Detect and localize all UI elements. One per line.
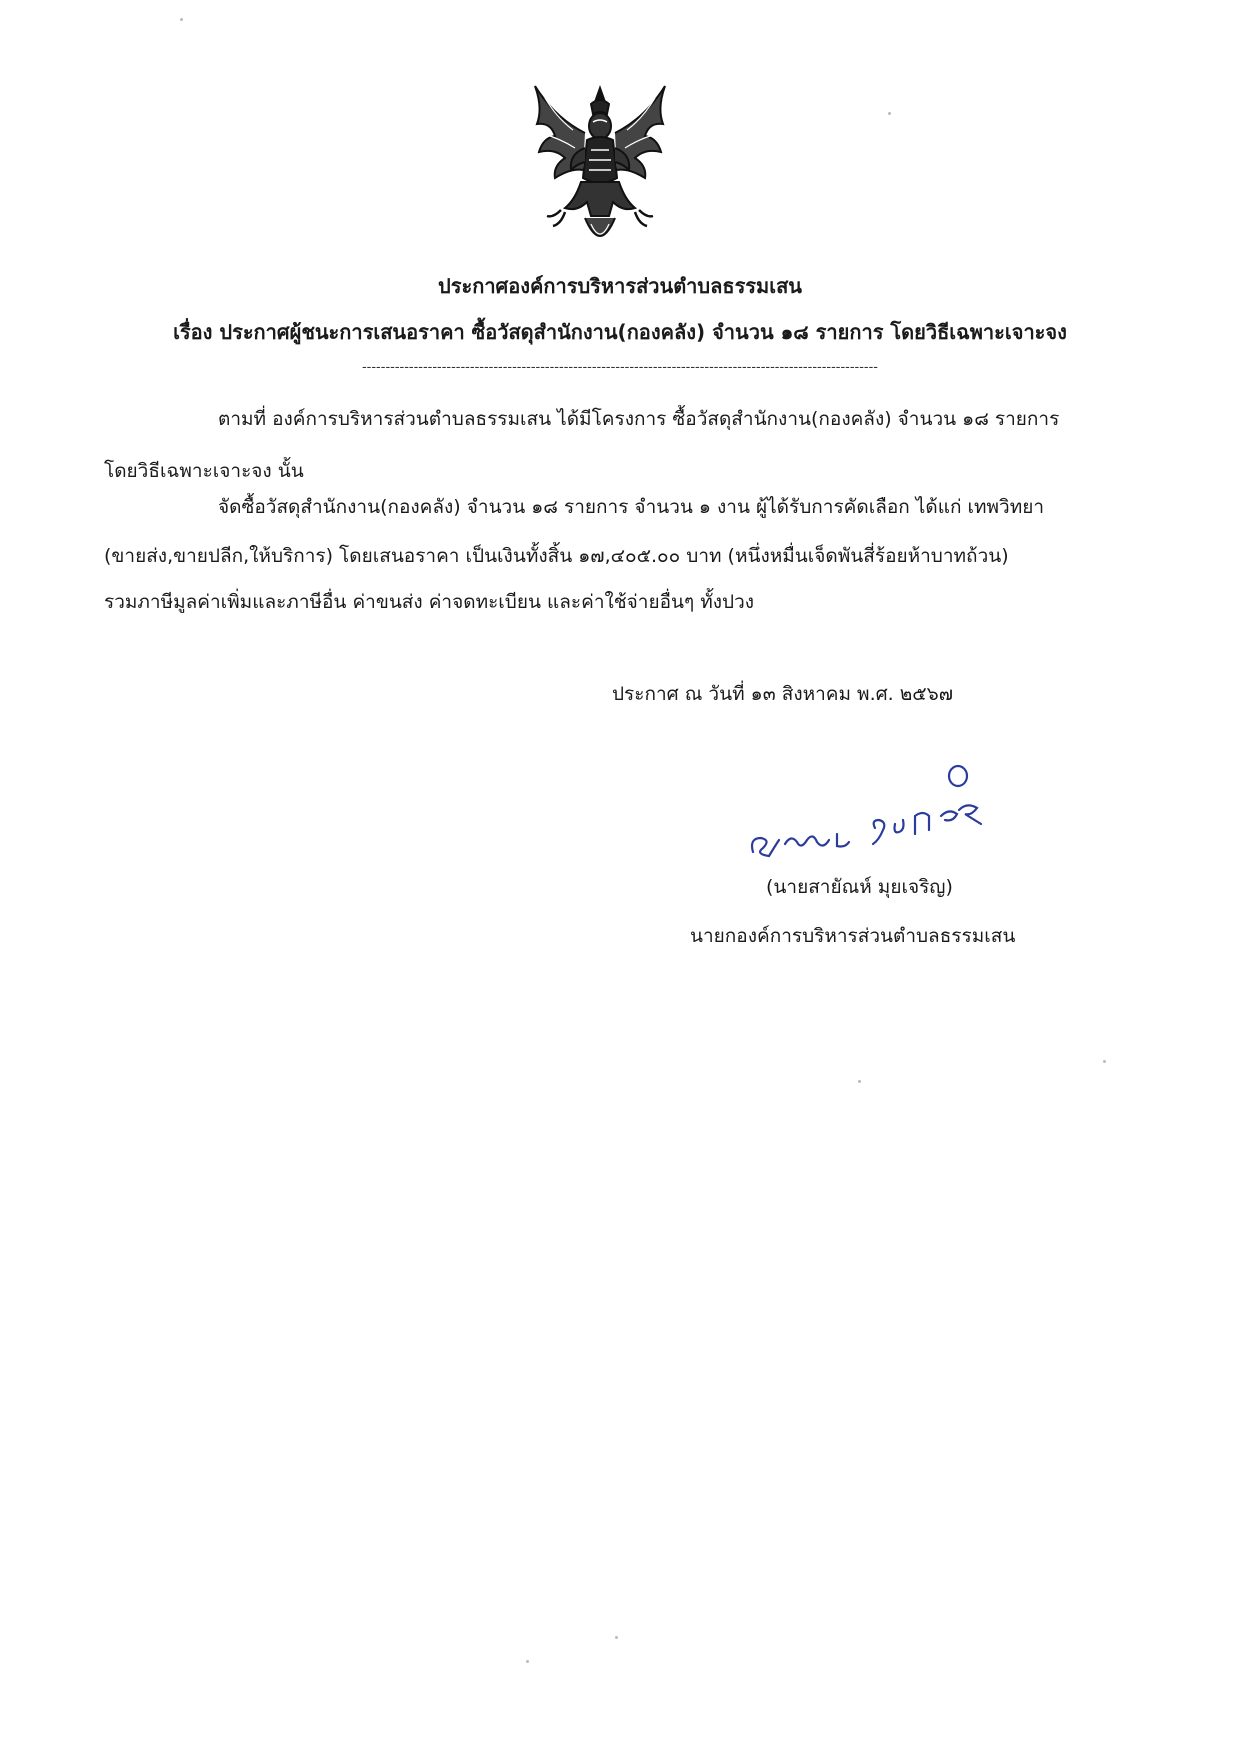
scan-speck bbox=[180, 18, 183, 21]
divider-line: -------------------------------------------------------------------------------------------------------------- bbox=[361, 360, 878, 375]
announcement-title: ประกาศองค์การบริหารส่วนตำบลธรรมเสน bbox=[438, 274, 802, 298]
signer-title: นายกองค์การบริหารส่วนตำบลธรรมเสน bbox=[690, 925, 1016, 947]
scan-speck bbox=[858, 1080, 861, 1083]
signature-icon bbox=[745, 758, 1015, 868]
scan-speck bbox=[615, 1636, 618, 1639]
signer-name: (นายสายัณห์ มุยเจริญ) bbox=[766, 876, 953, 898]
announcement-date: ประกาศ ณ วันที่ ๑๓ สิงหาคม พ.ศ. ๒๕๖๗ bbox=[612, 683, 954, 705]
announcement-subject: เรื่อง ประกาศผู้ชนะการเสนอราคา ซื้อวัสดุสำนักงาน(กองคลัง) จำนวน ๑๘ รายการ โดยวิธีเฉพาะเจาะจง bbox=[173, 320, 1067, 344]
paragraph-2-line-3: รวมภาษีมูลค่าเพิ่มและภาษีอื่น ค่าขนส่ง ค่าจดทะเบียน และค่าใช้จ่ายอื่นๆ ทั้งปวง bbox=[104, 591, 755, 613]
paragraph-2-line-2: (ขายส่ง,ขายปลีก,ให้บริการ) โดยเสนอราคา เป็นเงินทั้งสิ้น ๑๗,๔๐๕.๐๐ บาท (หนึ่งหมื่นเจ็ดพันสี่ร้อยห้าบาทถ้วน) bbox=[104, 545, 1009, 567]
scan-speck bbox=[888, 112, 891, 115]
scan-speck bbox=[526, 1660, 529, 1663]
garuda-emblem-icon bbox=[525, 78, 675, 260]
paragraph-2-line-1: จัดซื้อวัสดุสำนักงาน(กองคลัง) จำนวน ๑๘ รายการ จำนวน ๑ งาน ผู้ได้รับการคัดเลือก ได้แก่ เทพวิทยา bbox=[218, 496, 1045, 518]
paragraph-1-line-1: ตามที่ องค์การบริหารส่วนตำบลธรรมเสน ได้มีโครงการ ซื้อวัสดุสำนักงาน(กองคลัง) จำนวน ๑๘ รายการ bbox=[218, 408, 1060, 430]
paragraph-1-line-2: โดยวิธีเฉพาะเจาะจง นั้น bbox=[104, 460, 304, 482]
scan-speck bbox=[1103, 1060, 1106, 1063]
